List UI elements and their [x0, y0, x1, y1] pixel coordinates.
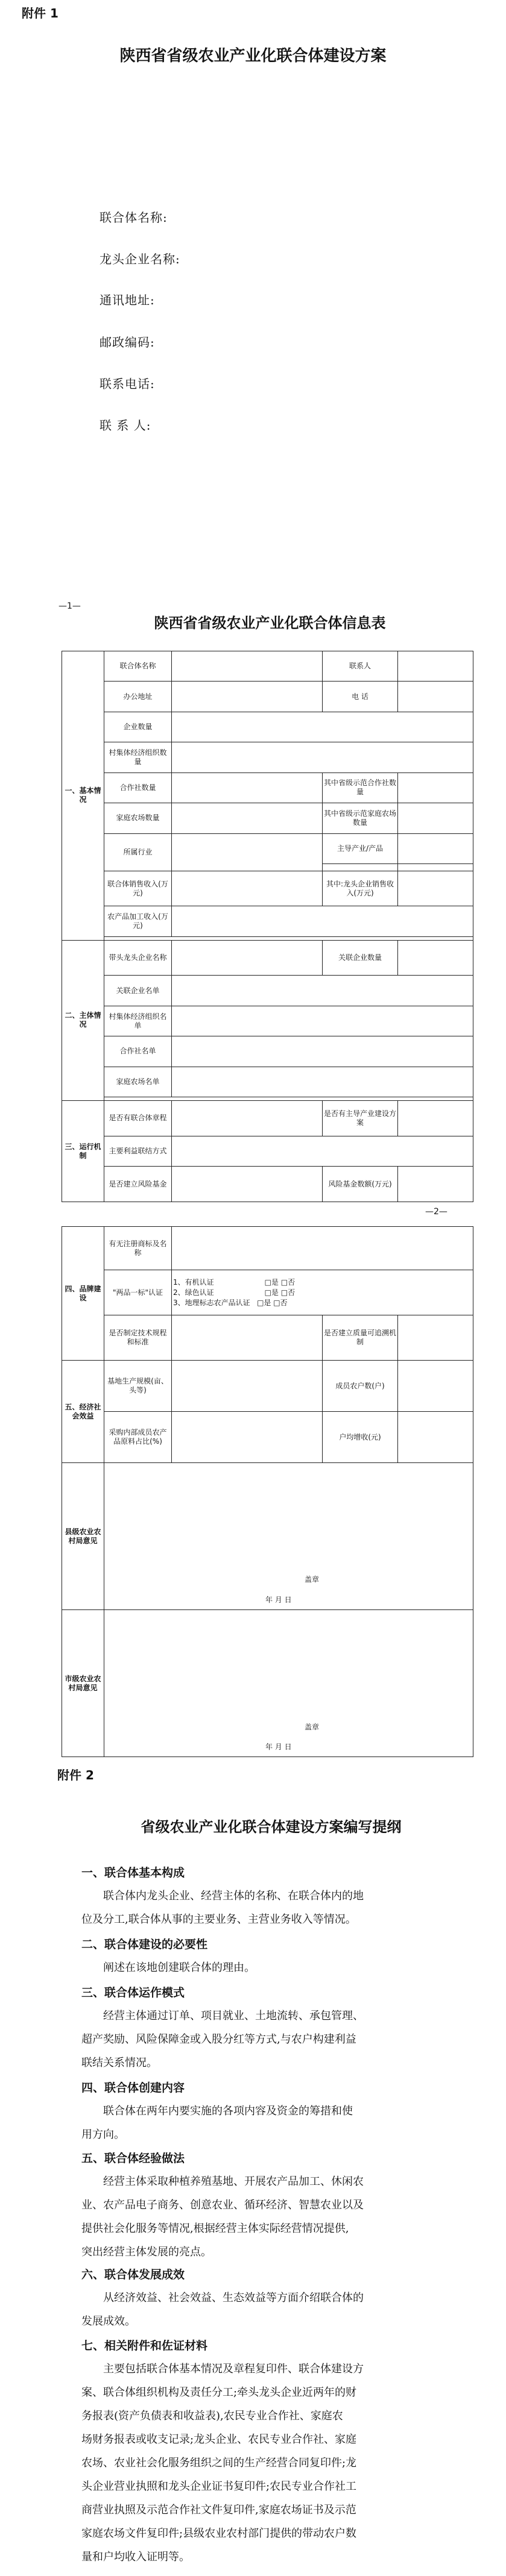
section-4-body: 联合体在两年内要实施的各项内容及资金的筹措和使 用方向。	[81, 2105, 353, 2141]
field-contact: 联 系 人:	[100, 418, 151, 433]
spacer-a	[323, 864, 398, 871]
label-coop-demo: 其中省级示范合作社数量	[323, 772, 398, 803]
label-related-count: 关联企业数量	[323, 940, 398, 976]
page-number-1: —1—	[59, 601, 81, 611]
label-risk-fund: 是否建立风险基金	[104, 1167, 172, 1202]
label-members: 成员农户数(户)	[323, 1361, 398, 1412]
city-date: 年 月 日	[265, 1743, 292, 1751]
field-postcode: 邮政编码:	[100, 335, 155, 349]
field-lead-firm: 龙头企业名称:	[100, 252, 180, 266]
field-address: 通讯地址:	[100, 293, 155, 307]
city-opinion-label: 市级农业农村局意见	[62, 1610, 104, 1757]
cell-purchase-ratio[interactable]	[172, 1412, 323, 1463]
label-purchase-ratio: 采购内部成员农产品原料占比(%)	[104, 1412, 172, 1463]
field-union-name: 联合体名称:	[100, 210, 168, 225]
label-collective-list: 村集体经济组织名单	[104, 1006, 172, 1036]
section-5-body: 经营主体采取种植养殖基地、开展农产品加工、休闲农 业、农产品电子商务、创意农业、循环经济、智慧农业以及 提供社会化服务等情况,根据经营主体实际经营情况提供, 突出经营主体发展的亮点。	[81, 2175, 364, 2258]
cell-risk-fund[interactable]	[172, 1167, 323, 1202]
label-certification: "两品一标"认证	[104, 1270, 172, 1315]
section-1-body: 联合体内龙头企业、经营主体的名称、在联合体内的地 位及分工,联合体从事的主要业务、主营业务收入等情况。	[81, 1890, 364, 1926]
city-seal: 盖章	[305, 1723, 320, 1731]
label-processing: 农产品加工收入(万元)	[104, 906, 172, 936]
cell-phone[interactable]	[398, 682, 473, 712]
label-farm-list: 家庭农场名单	[104, 1067, 172, 1097]
cell-farm-count[interactable]	[172, 803, 323, 833]
table-title: 陕西省省级农业产业化联合体信息表	[154, 615, 386, 631]
label-farm-demo: 其中省级示范家庭农场数量	[323, 803, 398, 833]
label-lead-firm: 带头龙头企业名称	[104, 940, 172, 976]
cell-main-product[interactable]	[398, 833, 473, 863]
city-opinion-cell[interactable]	[104, 1610, 473, 1757]
label-link-mode: 主要利益联结方式	[104, 1136, 172, 1166]
page-number-2: —2—	[425, 1207, 447, 1217]
cell-coop-count[interactable]	[172, 772, 323, 803]
cell-sales-lead[interactable]	[398, 871, 473, 906]
section-6-body: 从经济效益、社会效益、生态效益等方面介绍联合体的 发展成效。	[81, 2292, 364, 2328]
section-subjects: 二、主体情况	[62, 940, 104, 1100]
label-fund-amount: 风险基金数额(万元)	[323, 1167, 398, 1202]
cell-farm-demo[interactable]	[398, 803, 473, 833]
cell-address[interactable]	[172, 682, 323, 712]
cell-base-scale[interactable]	[172, 1361, 323, 1412]
cell-traceability[interactable]	[398, 1315, 473, 1361]
label-address: 办公地址	[104, 682, 172, 712]
label-phone: 电 话	[323, 682, 398, 712]
cell-members[interactable]	[398, 1361, 473, 1412]
cell-link-mode[interactable]	[172, 1136, 473, 1166]
label-collective-count: 村集体经济组织数量	[104, 742, 172, 772]
section-5-head: 五、联合体经验做法	[81, 2152, 185, 2165]
section-3-body: 经营主体通过订单、项目就业、土地流转、承包管理、 超产奖励、风险保障金或入股分红等方式,与农户构建利益 联结关系情况。	[81, 2010, 364, 2069]
cell-related-count[interactable]	[398, 940, 473, 976]
section-brand: 四、品牌建设	[62, 1227, 104, 1361]
label-standards: 是否制定技术规程和标准	[104, 1315, 172, 1361]
county-date: 年 月 日	[265, 1596, 292, 1604]
section-benefits: 五、经济社会效益	[62, 1361, 104, 1463]
county-opinion-cell[interactable]	[104, 1463, 473, 1610]
label-base-scale: 基地生产规模(亩、头等)	[104, 1361, 172, 1412]
section-1-head: 一、联合体基本构成	[81, 1866, 185, 1879]
cell-union-name[interactable]	[172, 651, 323, 682]
county-seal: 盖章	[305, 1575, 320, 1584]
section-7-head: 七、相关附件和佐证材料	[81, 2339, 208, 2352]
section-3-head: 三、联合体运作模式	[81, 1986, 185, 1999]
cert-organic[interactable]: 1、有机认证 □是 □否	[173, 1277, 296, 1286]
label-coop-list: 合作社名单	[104, 1036, 172, 1067]
section-7-body: 主要包括联合体基本情况及章程复印件、联合体建设方 案、联合体组织机构及责任分工;牵头龙头企业近两年的财 务报表(资产负债表和收益表),农民专业合作社、家庭农 场财务报表或收支记录;龙头企业、农民专业合作社、家庭 农场、农业社会化服务组织之间的生产经营合同复印件;龙 头企业营业执照和龙头企业证书复印件;农民专业合作社工 商营业执照及示范合作社文件复印件,家庭农场证书及示范 家庭农场文件复印件;县级农业农村部门提供的带动农户数 量和户均收入证明等。	[81, 2363, 364, 2563]
cell-fund-amount[interactable]	[398, 1167, 473, 1202]
section-6-head: 六、联合体发展成效	[81, 2268, 185, 2281]
county-opinion-label: 县级农业农村局意见	[62, 1463, 104, 1610]
info-table-page1	[62, 651, 473, 1202]
label-union-name: 联合体名称	[104, 651, 172, 682]
section-2-body: 阐述在该地创建联合体的理由。	[103, 1961, 255, 1974]
annex1-title: 陕西省省级农业产业化联合体建设方案	[119, 47, 387, 65]
label-related-list: 关联企业名单	[104, 976, 172, 1006]
label-firm-count: 企业数量	[104, 712, 172, 742]
annex2-label: 附件 2	[57, 1768, 94, 1782]
cell-processing[interactable]	[172, 906, 473, 936]
label-income: 户均增收(元)	[323, 1412, 398, 1463]
section-2-head: 二、联合体建设的必要性	[81, 1938, 208, 1951]
label-charter: 是否有联合体章程	[104, 1101, 172, 1136]
cert-green[interactable]: 2、绿色认证 □是 □否	[173, 1288, 296, 1297]
cell-standards[interactable]	[172, 1315, 323, 1361]
cell-collective-list[interactable]	[172, 1006, 473, 1036]
cell-charter[interactable]	[172, 1101, 323, 1136]
section-basic: 一、基本情况	[62, 651, 104, 941]
cell-coop-demo[interactable]	[398, 772, 473, 803]
cert-geo[interactable]: 3、地理标志农产品认证 □是 □否	[173, 1298, 288, 1307]
cell-industry[interactable]	[172, 833, 323, 871]
label-plan: 是否有主导产业建设方案	[323, 1101, 398, 1136]
cell-coop-list[interactable]	[172, 1036, 473, 1067]
cell-related-list[interactable]	[172, 976, 473, 1006]
label-main-product: 主导产业/产品	[323, 833, 398, 863]
label-sales: 联合体销售收入(万元)	[104, 871, 172, 906]
label-traceability: 是否建立质量可追溯机制	[323, 1315, 398, 1361]
spacer-b	[398, 864, 473, 871]
cell-sales[interactable]	[172, 871, 323, 906]
cell-contact[interactable]	[398, 651, 473, 682]
cert-options	[172, 1270, 473, 1315]
section-mechanism: 三、运行机制	[62, 1101, 104, 1202]
cell-plan[interactable]	[398, 1101, 473, 1136]
label-coop-count: 合作社数量	[104, 772, 172, 803]
field-phone: 联系电话:	[100, 377, 155, 391]
cell-collective-count[interactable]	[172, 742, 473, 772]
info-table-page2	[62, 1226, 473, 1757]
cell-income[interactable]	[398, 1412, 473, 1463]
cell-trademark[interactable]	[172, 1227, 473, 1270]
cell-lead-firm[interactable]	[172, 940, 323, 976]
annex1-label: 附件 1	[22, 6, 59, 20]
label-contact: 联系人	[323, 651, 398, 682]
annex2-title: 省级农业产业化联合体建设方案编写提纲	[141, 1819, 402, 1835]
label-farm-count: 家庭农场数量	[104, 803, 172, 833]
section-4-head: 四、联合体创建内容	[81, 2081, 185, 2095]
label-sales-lead: 其中:龙头企业销售收入(万元)	[323, 871, 398, 906]
cell-firm-count[interactable]	[172, 712, 473, 742]
label-industry: 所属行业	[104, 833, 172, 871]
label-trademark: 有无注册商标及名称	[104, 1227, 172, 1270]
cell-farm-list[interactable]	[172, 1067, 473, 1097]
